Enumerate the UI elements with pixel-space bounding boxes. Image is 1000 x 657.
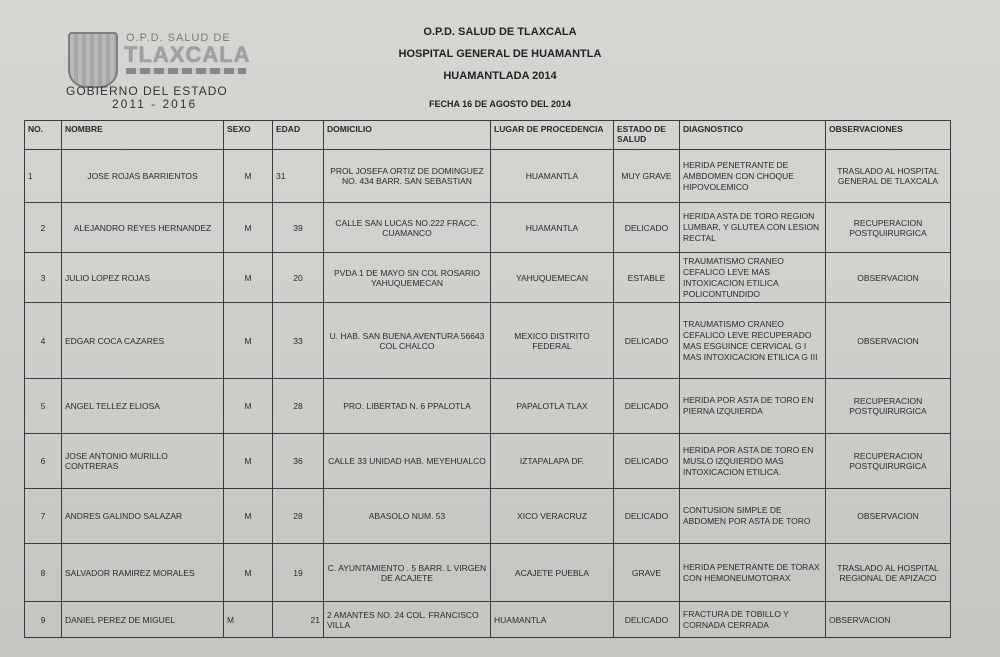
- cell-observaciones: OBSERVACION: [826, 489, 951, 544]
- cell-observaciones: OBSERVACION: [826, 602, 951, 638]
- cell-estado: DELICADO: [614, 489, 680, 544]
- cell-sexo: M: [224, 489, 273, 544]
- cell-diagnostico: HERIDA PENETRANTE DE AMBDOMEN CON CHOQUE HIPOVOLEMICO: [680, 150, 826, 203]
- report-date: FECHA 16 DE AGOSTO DEL 2014: [428, 99, 572, 109]
- cell-domicilio: 2 AMANTES NO. 24 COL. FRANCISCO VILLA: [324, 602, 491, 638]
- cell-domicilio: C. AYUNTAMIENTO . 5 BARR. L VIRGEN DE ACAJETE: [324, 544, 491, 602]
- cell-lugar: XICO VERACRUZ: [491, 489, 614, 544]
- heading-line-1: O.P.D. SALUD DE TLAXCALA: [423, 26, 577, 38]
- table-row: [25, 150, 951, 203]
- cell-domicilio: PVDA 1 DE MAYO SN COL ROSARIO YAHUQUEMECAN: [324, 253, 491, 303]
- table-row: [25, 253, 951, 303]
- column-header-edad: EDAD: [273, 121, 324, 150]
- cell-sexo: M: [224, 434, 273, 489]
- tlaxcala-government-logo: [60, 32, 260, 110]
- heading-line-2: HOSPITAL GENERAL DE HUAMANTLA: [398, 48, 602, 60]
- cell-no: 9: [25, 602, 62, 638]
- logo-band: [126, 68, 246, 74]
- cell-edad: 28: [273, 379, 324, 434]
- cell-nombre: SALVADOR RAMIREZ MORALES: [62, 544, 224, 602]
- cell-observaciones: OBSERVACION: [826, 303, 951, 379]
- cell-edad: 36: [273, 434, 324, 489]
- heading-line-3: HUAMANTLADA 2014: [443, 70, 557, 82]
- table-header-row: [25, 121, 951, 150]
- cell-diagnostico: HERIDA ASTA DE TORO REGION LUMBAR, Y GLUTEA CON LESION RECTAL: [680, 203, 826, 253]
- table-row: [25, 434, 951, 489]
- cell-diagnostico: HERIDA PENETRANTE DE TORAX CON HEMONEUMOTORAX: [680, 544, 826, 602]
- cell-sexo: M: [224, 379, 273, 434]
- cell-nombre: EDGAR COCA CAZARES: [62, 303, 224, 379]
- cell-edad: 20: [273, 253, 324, 303]
- column-header-domicilio: DOMICILIO: [324, 121, 491, 150]
- cell-observaciones: RECUPERACION POSTQUIRURGICA: [826, 203, 951, 253]
- cell-edad: 33: [273, 303, 324, 379]
- cell-lugar: ACAJETE PUEBLA: [491, 544, 614, 602]
- cell-estado: DELICADO: [614, 379, 680, 434]
- cell-diagnostico: HERIDA POR ASTA DE TORO EN PIERNA IZQUIERDA: [680, 379, 826, 434]
- cell-lugar: YAHUQUEMECAN: [491, 253, 614, 303]
- cell-observaciones: RECUPERACION POSTQUIRURGICA: [826, 379, 951, 434]
- column-header-no: NO.: [25, 121, 62, 150]
- cell-sexo: M: [224, 253, 273, 303]
- cell-diagnostico: FRACTURA DE TOBILLO Y CORNADA CERRADA: [680, 602, 826, 638]
- cell-domicilio: U. HAB. SAN BUENA AVENTURA 56643 COL CHALCO: [324, 303, 491, 379]
- cell-nombre: JOSE ROJAS BARRIENTOS: [62, 150, 224, 203]
- cell-estado: GRAVE: [614, 544, 680, 602]
- cell-lugar: HUAMANTLA: [491, 602, 614, 638]
- table-row: [25, 602, 951, 638]
- cell-diagnostico: CONTUSION SIMPLE DE ABDOMEN POR ASTA DE TORO: [680, 489, 826, 544]
- column-header-lugar: LUGAR DE PROCEDENCIA: [491, 121, 614, 150]
- cell-domicilio: PRO. LIBERTAD N. 6 PPALOTLA: [324, 379, 491, 434]
- table-row: [25, 379, 951, 434]
- cell-nombre: ALEJANDRO REYES HERNANDEZ: [62, 203, 224, 253]
- government-label: GOBIERNO DEL ESTADO: [66, 84, 228, 98]
- cell-no: 6: [25, 434, 62, 489]
- cell-no: 3: [25, 253, 62, 303]
- cell-no: 7: [25, 489, 62, 544]
- logo-small-text: O.P.D. SALUD DE: [126, 32, 231, 44]
- cell-edad: 21: [273, 602, 324, 638]
- cell-sexo: M: [224, 602, 273, 638]
- cell-no: 1: [25, 150, 62, 203]
- cell-nombre: JULIO LOPEZ ROJAS: [62, 253, 224, 303]
- cell-edad: 19: [273, 544, 324, 602]
- cell-sexo: M: [224, 303, 273, 379]
- cell-estado: DELICADO: [614, 203, 680, 253]
- cell-domicilio: CALLE SAN LUCAS NO.222 FRACC. CUAMANCO: [324, 203, 491, 253]
- column-header-sexo: SEXO: [224, 121, 273, 150]
- column-header-diagnostico: DIAGNOSTICO: [680, 121, 826, 150]
- table-row: [25, 203, 951, 253]
- cell-lugar: HUAMANTLA: [491, 203, 614, 253]
- cell-observaciones: TRASLADO AL HOSPITAL GENERAL DE TLAXCALA: [826, 150, 951, 203]
- logo-text: TLAXCALA: [124, 42, 251, 67]
- table-row: [25, 489, 951, 544]
- cell-sexo: M: [224, 203, 273, 253]
- cell-no: 5: [25, 379, 62, 434]
- cell-nombre: JOSE ANTONIO MURILLO CONTRERAS: [62, 434, 224, 489]
- column-header-nombre: NOMBRE: [62, 121, 224, 150]
- cell-domicilio: ABASOLO NUM. 53: [324, 489, 491, 544]
- cell-domicilio: PROL JOSEFA ORTIZ DE DOMINGUEZ NO. 434 BARR. SAN SEBASTIAN: [324, 150, 491, 203]
- coat-of-arms-icon: [68, 32, 118, 88]
- cell-sexo: M: [224, 150, 273, 203]
- table-row: [25, 544, 951, 602]
- column-header-estado: ESTADO DE SALUD: [614, 121, 680, 150]
- cell-lugar: HUAMANTLA: [491, 150, 614, 203]
- government-years: 2011 - 2016: [112, 97, 198, 111]
- cell-estado: MUY GRAVE: [614, 150, 680, 203]
- cell-nombre: ANDRES GALINDO SALAZAR: [62, 489, 224, 544]
- cell-diagnostico: HERIDA POR ASTA DE TORO EN MUSLO IZQUIERDO MAS INTOXICACION ETILICA.: [680, 434, 826, 489]
- cell-domicilio: CALLE 33 UNIDAD HAB. MEYEHUALCO: [324, 434, 491, 489]
- cell-edad: 39: [273, 203, 324, 253]
- column-header-observaciones: OBSERVACIONES: [826, 121, 951, 150]
- cell-nombre: DANIEL PEREZ DE MIGUEL: [62, 602, 224, 638]
- cell-observaciones: OBSERVACION: [826, 253, 951, 303]
- cell-diagnostico: TRAUMATISMO CRANEO CEFALICO LEVE MAS INTOXICACION ETILICA POLICONTUNDIDO: [680, 253, 826, 303]
- cell-estado: ESTABLE: [614, 253, 680, 303]
- cell-edad: 31: [273, 150, 324, 203]
- cell-estado: DELICADO: [614, 434, 680, 489]
- patients-table: [24, 120, 951, 638]
- cell-nombre: ANGEL TELLEZ ELIOSA: [62, 379, 224, 434]
- cell-no: 4: [25, 303, 62, 379]
- cell-lugar: PAPALOTLA TLAX: [491, 379, 614, 434]
- table-row: [25, 303, 951, 379]
- cell-edad: 28: [273, 489, 324, 544]
- cell-lugar: IZTAPALAPA DF.: [491, 434, 614, 489]
- cell-lugar: MEXICO DISTRITO FEDERAL: [491, 303, 614, 379]
- cell-estado: DELICADO: [614, 303, 680, 379]
- cell-diagnostico: TRAUMATISMO CRANEO CEFALICO LEVE RECUPERADO MAS ESGUINCE CERVICAL G I MAS INTOXICACION ETILICA G III: [680, 303, 826, 379]
- cell-no: 8: [25, 544, 62, 602]
- cell-observaciones: RECUPERACION POSTQUIRURGICA: [826, 434, 951, 489]
- cell-estado: DELICADO: [614, 602, 680, 638]
- cell-no: 2: [25, 203, 62, 253]
- cell-observaciones: TRASLADO AL HOSPITAL REGIONAL DE APIZACO: [826, 544, 951, 602]
- cell-sexo: M: [224, 544, 273, 602]
